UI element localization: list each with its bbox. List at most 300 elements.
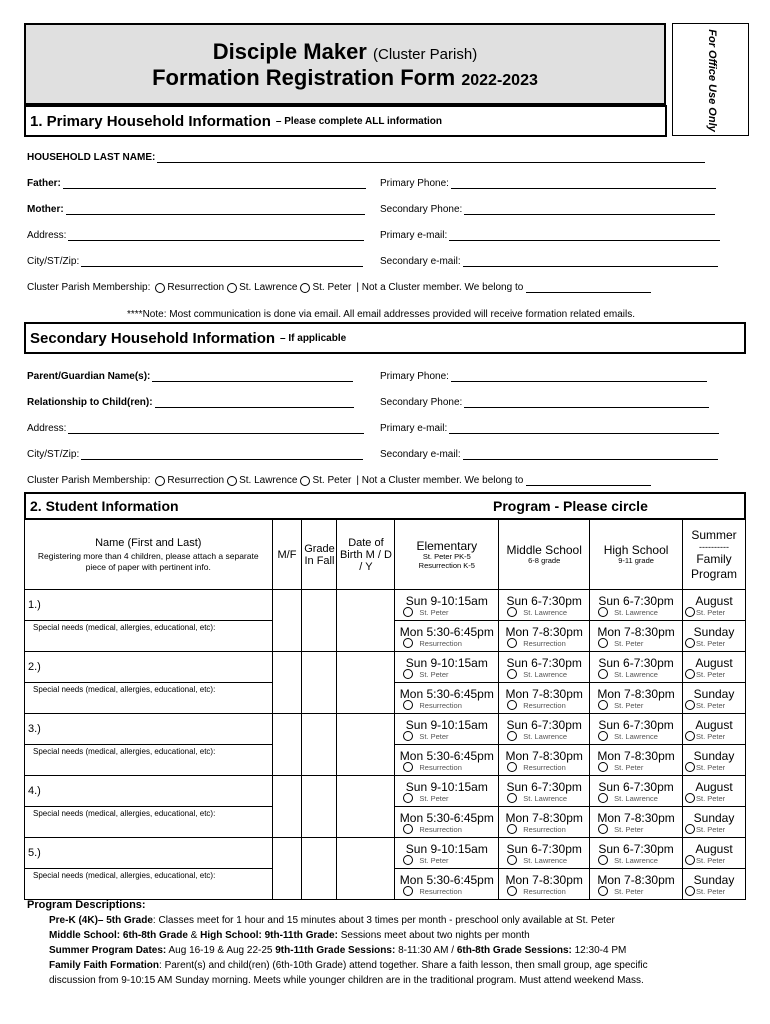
elem-mon-option[interactable] <box>395 807 499 838</box>
elem-sun-time: Sun 9-10:15am <box>405 655 488 670</box>
city-field[interactable] <box>27 256 363 267</box>
elem-mon-option[interactable] <box>395 869 499 900</box>
desc-hs-bold: High School: 9th-11th Grade: <box>200 930 338 941</box>
student-row <box>25 590 746 621</box>
sec-st-lawrence-radio[interactable] <box>227 476 237 486</box>
father-label: Father: <box>27 178 61 189</box>
hs-mon-option[interactable] <box>590 621 683 652</box>
summer-aug-radio[interactable] <box>685 855 695 865</box>
relationship-label: Relationship to Child(ren): <box>27 397 153 408</box>
student-mf-cell[interactable] <box>272 838 302 900</box>
summer-col-header <box>683 520 746 590</box>
elem-sun-location: St. Peter <box>419 793 449 803</box>
st-lawrence-option: St. Lawrence <box>239 282 298 293</box>
sec-membership-label: Cluster Parish Membership: <box>27 475 151 486</box>
ms-sun-option[interactable] <box>499 776 590 807</box>
summer-sun-label: Sunday <box>693 872 735 887</box>
summer-sun-location: St. Peter <box>696 824 726 834</box>
hs-sun-option[interactable] <box>590 714 683 745</box>
ms-mon-time: Mon 7-8:30pm <box>505 686 583 701</box>
secondary-phone-input[interactable] <box>464 206 715 215</box>
program-heading-text: Program - Please circle <box>493 498 648 514</box>
special-needs-cell[interactable] <box>25 683 273 714</box>
summer-sun-option[interactable] <box>683 807 746 838</box>
ms-sun-location: St. Lawrence <box>523 855 568 865</box>
summer-aug-location: St. Peter <box>696 669 726 679</box>
other-parish-input[interactable] <box>526 284 651 293</box>
grade-col-header: Grade In Fall <box>302 520 337 590</box>
hs-sun-location: St. Lawrence <box>614 793 658 803</box>
ms-mon-option[interactable] <box>499 621 590 652</box>
hs-mon-location: St. Peter <box>614 824 644 834</box>
hs-mon-radio[interactable] <box>598 638 608 648</box>
student-row-number: 3.) <box>28 723 41 735</box>
summer-sun-radio[interactable] <box>685 762 695 772</box>
summer-sun-radio[interactable] <box>685 824 695 834</box>
sec-primary-phone-field[interactable] <box>380 371 707 382</box>
elem-sun-radio[interactable] <box>403 855 413 865</box>
elementary-col-header <box>395 520 499 590</box>
hs-mon-time: Mon 7-8:30pm <box>597 748 675 763</box>
summer-sun-option[interactable] <box>683 745 746 776</box>
elem-sun-time: Sun 9-10:15am <box>405 841 488 856</box>
summer-sun-radio[interactable] <box>685 638 695 648</box>
secondary-section-heading <box>24 322 746 354</box>
desc-line-family-cont: discussion from 9-10:15 AM Sunday morning. Meets while younger children are in the traditional program. Must attend weekend Mass. <box>49 975 644 986</box>
student-dob-cell[interactable] <box>337 652 395 714</box>
hs-mon-option[interactable] <box>590 869 683 900</box>
sec-st-lawrence-option: St. Lawrence <box>239 475 298 486</box>
ms-sun-time: Sun 6-7:30pm <box>506 841 582 856</box>
elem-sun-option[interactable] <box>395 714 499 745</box>
elem-mon-time: Mon 5:30-6:45pm <box>399 872 494 887</box>
elem-mon-radio[interactable] <box>403 700 413 710</box>
st-peter-option: St. Peter <box>312 282 352 293</box>
summer-aug-radio[interactable] <box>685 669 695 679</box>
student-grade-cell[interactable] <box>302 776 337 838</box>
elem-mon-option[interactable] <box>395 683 499 714</box>
sec-city-field[interactable] <box>27 449 363 460</box>
summer-aug-label: August <box>695 779 733 794</box>
summer-aug-label: August <box>695 717 733 732</box>
summer-sun-label: Sunday <box>693 686 735 701</box>
summer-aug-radio[interactable] <box>685 607 695 617</box>
ms-mon-option[interactable] <box>499 745 590 776</box>
st-peter-radio[interactable] <box>300 283 310 293</box>
mother-label: Mother: <box>27 204 64 215</box>
st-lawrence-radio[interactable] <box>227 283 237 293</box>
special-needs-label: Special needs (medical, allergies, educational, etc): <box>33 809 216 818</box>
descriptions-heading: Program Descriptions: <box>27 899 146 911</box>
descriptions-body <box>27 913 747 988</box>
hs-sun-radio[interactable] <box>598 793 608 803</box>
hs-sun-location: St. Lawrence <box>614 855 658 865</box>
membership-field <box>27 282 651 293</box>
summer-aug-label: August <box>695 593 733 608</box>
summer-sun-radio[interactable] <box>685 700 695 710</box>
primary-section-heading <box>24 105 667 137</box>
ms-mon-time: Mon 7-8:30pm <box>505 748 583 763</box>
ms-sun-option[interactable] <box>499 590 590 621</box>
ms-mon-location: Resurrection <box>523 886 566 896</box>
student-table <box>24 519 746 900</box>
title-paren: (Cluster Parish) <box>373 46 478 63</box>
address-field[interactable] <box>27 230 364 241</box>
elem-sun-option[interactable] <box>395 652 499 683</box>
student-name-cell[interactable] <box>25 714 273 745</box>
elem-sun-radio[interactable] <box>403 793 413 803</box>
sec-resurrection-radio[interactable] <box>155 476 165 486</box>
relationship-input[interactable] <box>155 399 354 408</box>
student-name-cell[interactable] <box>25 652 273 683</box>
student-row-number: 4.) <box>28 785 41 797</box>
hs-mon-time: Mon 7-8:30pm <box>597 624 675 639</box>
elem-mon-location: Resurrection <box>419 824 462 834</box>
summer-sun-label: Sunday <box>693 748 735 763</box>
household-last-name-input[interactable] <box>157 154 705 163</box>
membership-label: Cluster Parish Membership: <box>27 282 151 293</box>
secondary-email-field[interactable] <box>380 256 718 267</box>
summer-label: Summer <box>691 527 737 542</box>
elem-sun-location: St. Peter <box>419 855 449 865</box>
form-title-box <box>24 23 666 105</box>
hs-sun-radio[interactable] <box>598 855 608 865</box>
elem-mon-option[interactable] <box>395 621 499 652</box>
desc-ms-sessions-time: 12:30-4 PM <box>571 945 627 956</box>
desc-ms-bold: Middle School: 6th-8th Grade <box>49 930 188 941</box>
household-last-name-field[interactable] <box>27 152 705 163</box>
primary-phone-label: Primary Phone: <box>380 178 449 189</box>
elem-sun-time: Sun 9-10:15am <box>405 717 488 732</box>
ms-mon-radio[interactable] <box>507 886 517 896</box>
elem-sun-time: Sun 9-10:15am <box>405 779 488 794</box>
summer-aug-location: St. Peter <box>696 731 726 741</box>
elem-mon-time: Mon 5:30-6:45pm <box>399 748 494 763</box>
elem-sun-radio[interactable] <box>403 731 413 741</box>
ms-mon-option[interactable] <box>499 683 590 714</box>
program-descriptions <box>27 898 747 988</box>
elem-mon-option[interactable] <box>395 745 499 776</box>
student-dob-cell[interactable] <box>337 776 395 838</box>
student-dob-cell[interactable] <box>337 838 395 900</box>
student-mf-cell[interactable] <box>272 776 302 838</box>
ms-sun-location: St. Lawrence <box>523 731 568 741</box>
special-needs-cell[interactable] <box>25 869 273 900</box>
hs-mon-location: St. Peter <box>614 638 644 648</box>
ms-sun-option[interactable] <box>499 652 590 683</box>
ms-mon-option[interactable] <box>499 869 590 900</box>
ms-mon-radio[interactable] <box>507 700 517 710</box>
sec-secondary-phone-field[interactable] <box>380 397 709 408</box>
hs-mon-location: St. Peter <box>614 886 644 896</box>
primary-email-label: Primary e-mail: <box>380 230 448 241</box>
sec-primary-email-input[interactable] <box>449 425 719 434</box>
elem-mon-radio[interactable] <box>403 886 413 896</box>
hs-mon-time: Mon 7-8:30pm <box>597 686 675 701</box>
elementary-note1: St. Peter PK-5 <box>422 551 471 561</box>
sec-address-field[interactable] <box>27 423 364 434</box>
sec-not-member-label: | Not a Cluster member. We belong to <box>356 475 524 486</box>
summer-sun-option[interactable] <box>683 869 746 900</box>
sec-secondary-phone-label: Secondary Phone: <box>380 397 463 408</box>
desc-ms-hs-text: Sessions meet about two nights per month <box>337 930 530 941</box>
summer-aug-option[interactable] <box>683 776 746 807</box>
special-needs-cell[interactable] <box>25 621 273 652</box>
summer-aug-location: St. Peter <box>696 793 726 803</box>
dob-col-header: Date of Birth M / D / Y <box>337 520 395 590</box>
student-grade-cell[interactable] <box>302 652 337 714</box>
ms-sun-time: Sun 6-7:30pm <box>506 717 582 732</box>
name-col-header <box>25 520 273 590</box>
ms-mon-time: Mon 7-8:30pm <box>505 624 583 639</box>
desc-prek-bold: Pre-K (4K)– 5th Grade <box>49 915 153 926</box>
secondary-phone-label: Secondary Phone: <box>380 204 463 215</box>
secondary-heading-text: Secondary Household Information <box>30 329 276 347</box>
desc-prek-text: : Classes meet for 1 hour and 15 minutes about 3 times per month - preschool only available at St. Peter <box>152 915 615 926</box>
resurrection-radio[interactable] <box>155 283 165 293</box>
hs-mon-option[interactable] <box>590 683 683 714</box>
title-main: Disciple Maker <box>212 39 367 64</box>
desc-line-family <box>49 958 747 973</box>
household-last-name-label: HOUSEHOLD LAST NAME: <box>27 152 156 163</box>
relationship-field[interactable] <box>27 397 354 408</box>
desc-amp: & <box>187 930 201 941</box>
resurrection-option: Resurrection <box>167 282 225 293</box>
sec-city-label: City/ST/Zip: <box>27 449 80 460</box>
ms-sun-option[interactable] <box>499 714 590 745</box>
title-year: 2022-2023 <box>461 72 538 89</box>
ms-mon-radio[interactable] <box>507 824 517 834</box>
sec-other-parish-input[interactable] <box>526 477 651 486</box>
summer-aug-label: August <box>695 655 733 670</box>
middle-school-note: 6-8 grade <box>528 556 561 565</box>
summer-aug-radio[interactable] <box>685 731 695 741</box>
summer-sun-location: St. Peter <box>696 700 726 710</box>
elementary-note2: Resurrection K-5 <box>418 560 475 570</box>
father-input[interactable] <box>63 180 366 189</box>
sec-st-peter-radio[interactable] <box>300 476 310 486</box>
hs-sun-radio[interactable] <box>598 731 608 741</box>
special-needs-label: Special needs (medical, allergies, educational, etc): <box>33 871 216 880</box>
student-grade-cell[interactable] <box>302 838 337 900</box>
elem-mon-time: Mon 5:30-6:45pm <box>399 686 494 701</box>
hs-sun-time: Sun 6-7:30pm <box>598 655 674 670</box>
hs-sun-location: St. Lawrence <box>614 607 658 617</box>
elem-mon-radio[interactable] <box>403 638 413 648</box>
secondary-phone-field[interactable] <box>380 204 715 215</box>
primary-phone-field[interactable] <box>380 178 716 189</box>
hs-sun-location: St. Lawrence <box>614 731 658 741</box>
summer-aug-option[interactable] <box>683 714 746 745</box>
ms-sun-time: Sun 6-7:30pm <box>506 593 582 608</box>
summer-aug-location: St. Peter <box>696 855 726 865</box>
sec-resurrection-option: Resurrection <box>167 475 225 486</box>
office-use-box <box>672 23 749 136</box>
desc-summer-bold: Summer Program Dates: <box>49 945 167 956</box>
ms-mon-option[interactable] <box>499 807 590 838</box>
form-title-line1 <box>26 39 664 65</box>
hs-mon-radio[interactable] <box>598 700 608 710</box>
summer-sun-radio[interactable] <box>685 886 695 896</box>
desc-line-prek <box>49 913 747 928</box>
guardian-input[interactable] <box>152 373 353 382</box>
secondary-email-label: Secondary e-mail: <box>380 256 461 267</box>
desc-family-text: : Parent(s) and child(ren) (6th-10th Grade) attend together. Share a faith lesson, then small group, age specific <box>159 960 648 971</box>
ms-mon-location: Resurrection <box>523 824 566 834</box>
student-name-cell[interactable] <box>25 776 273 807</box>
hs-sun-option[interactable] <box>590 838 683 869</box>
ms-mon-time: Mon 7-8:30pm <box>505 872 583 887</box>
sec-city-input[interactable] <box>81 451 363 460</box>
hs-sun-radio[interactable] <box>598 607 608 617</box>
ms-sun-radio[interactable] <box>507 731 517 741</box>
elem-sun-option[interactable] <box>395 776 499 807</box>
form-title-line2 <box>26 65 664 91</box>
elem-mon-radio[interactable] <box>403 762 413 772</box>
elem-sun-location: St. Peter <box>419 607 449 617</box>
ms-sun-radio[interactable] <box>507 855 517 865</box>
hs-mon-time: Mon 7-8:30pm <box>597 810 675 825</box>
title-line2: Formation Registration Form <box>152 65 456 90</box>
summer-aug-location: St. Peter <box>696 607 726 617</box>
student-row-number: 2.) <box>28 661 41 673</box>
summer-aug-option[interactable] <box>683 590 746 621</box>
sec-secondary-email-input[interactable] <box>463 451 718 460</box>
not-member-label: | Not a Cluster member. We belong to <box>356 282 524 293</box>
student-grade-cell[interactable] <box>302 590 337 652</box>
mother-field[interactable] <box>27 204 365 215</box>
father-field[interactable] <box>27 178 366 189</box>
desc-family-bold: Family Faith Formation <box>49 960 160 971</box>
summer-divider: ---------- <box>699 541 729 552</box>
ms-mon-radio[interactable] <box>507 762 517 772</box>
ms-mon-time: Mon 7-8:30pm <box>505 810 583 825</box>
special-needs-cell[interactable] <box>25 807 273 838</box>
city-label: City/ST/Zip: <box>27 256 80 267</box>
sec-address-input[interactable] <box>68 425 364 434</box>
elem-mon-time: Mon 5:30-6:45pm <box>399 810 494 825</box>
summer-family-label: Family Program <box>690 551 737 581</box>
student-heading-text: 2. Student Information <box>30 498 179 514</box>
hs-mon-radio[interactable] <box>598 824 608 834</box>
hs-sun-option[interactable] <box>590 776 683 807</box>
hs-sun-time: Sun 6-7:30pm <box>598 779 674 794</box>
name-col-note: Registering more than 4 children, please attach a separate piece of paper with pertinent info. <box>37 550 259 572</box>
office-use-label: For Office Use Only <box>706 29 718 132</box>
hs-mon-option[interactable] <box>590 807 683 838</box>
student-mf-cell[interactable] <box>272 714 302 776</box>
student-dob-cell[interactable] <box>337 590 395 652</box>
hs-mon-location: St. Peter <box>614 700 644 710</box>
summer-aug-radio[interactable] <box>685 793 695 803</box>
sec-primary-phone-input[interactable] <box>451 373 707 382</box>
sec-primary-phone-label: Primary Phone: <box>380 371 449 382</box>
ms-sun-location: St. Lawrence <box>523 669 568 679</box>
ms-sun-radio[interactable] <box>507 669 517 679</box>
student-mf-cell[interactable] <box>272 652 302 714</box>
student-name-cell[interactable] <box>25 838 273 869</box>
student-row-number: 1.) <box>28 599 41 611</box>
ms-sun-radio[interactable] <box>507 793 517 803</box>
address-input[interactable] <box>68 232 364 241</box>
sec-secondary-phone-input[interactable] <box>464 399 709 408</box>
summer-aug-option[interactable] <box>683 838 746 869</box>
elem-sun-radio[interactable] <box>403 669 413 679</box>
primary-phone-input[interactable] <box>451 180 716 189</box>
name-col-label: Name (First and Last) <box>95 536 202 549</box>
elem-sun-radio[interactable] <box>403 607 413 617</box>
student-row <box>25 652 746 683</box>
sec-secondary-email-field[interactable] <box>380 449 718 460</box>
elem-sun-location: St. Peter <box>419 731 449 741</box>
sec-secondary-email-label: Secondary e-mail: <box>380 449 461 460</box>
city-input[interactable] <box>81 258 363 267</box>
secondary-email-input[interactable] <box>463 258 718 267</box>
high-school-note: 9-11 grade <box>618 556 654 565</box>
summer-aug-label: August <box>695 841 733 856</box>
ms-sun-time: Sun 6-7:30pm <box>506 779 582 794</box>
elem-sun-option[interactable] <box>395 838 499 869</box>
mf-col-header: M/F <box>272 520 302 590</box>
primary-subheading-text: – Please complete ALL information <box>275 115 443 127</box>
summer-sun-label: Sunday <box>693 810 735 825</box>
sec-st-peter-option: St. Peter <box>312 475 352 486</box>
student-name-cell[interactable] <box>25 590 273 621</box>
hs-mon-option[interactable] <box>590 745 683 776</box>
ms-sun-location: St. Lawrence <box>523 607 568 617</box>
primary-email-input[interactable] <box>449 232 720 241</box>
hs-sun-radio[interactable] <box>598 669 608 679</box>
summer-aug-option[interactable] <box>683 652 746 683</box>
summer-sun-option[interactable] <box>683 683 746 714</box>
hs-sun-option[interactable] <box>590 652 683 683</box>
summer-sun-option[interactable] <box>683 621 746 652</box>
elem-mon-time: Mon 5:30-6:45pm <box>399 624 494 639</box>
primary-email-field[interactable] <box>380 230 720 241</box>
student-row-number: 5.) <box>28 847 41 859</box>
special-needs-label: Special needs (medical, allergies, educational, etc): <box>33 623 216 632</box>
email-note: ****Note: Most communication is done via email. All email addresses provided will receive formation related emails. <box>127 309 636 320</box>
hs-mon-radio[interactable] <box>598 762 608 772</box>
ms-mon-radio[interactable] <box>507 638 517 648</box>
hs-mon-location: St. Peter <box>614 762 644 772</box>
guardian-label: Parent/Guardian Name(s): <box>27 371 151 382</box>
sec-membership-field <box>27 475 651 486</box>
ms-sun-option[interactable] <box>499 838 590 869</box>
student-section-heading <box>24 492 746 520</box>
student-grade-cell[interactable] <box>302 714 337 776</box>
hs-sun-option[interactable] <box>590 590 683 621</box>
student-dob-cell[interactable] <box>337 714 395 776</box>
student-row <box>25 776 746 807</box>
hs-mon-radio[interactable] <box>598 886 608 896</box>
elem-sun-time: Sun 9-10:15am <box>405 593 488 608</box>
elem-sun-option[interactable] <box>395 590 499 621</box>
summer-sun-location: St. Peter <box>696 886 726 896</box>
guardian-field[interactable] <box>27 371 353 382</box>
high-school-col-header <box>590 520 683 590</box>
mother-input[interactable] <box>66 206 365 215</box>
student-mf-cell[interactable] <box>272 590 302 652</box>
elem-mon-radio[interactable] <box>403 824 413 834</box>
elem-mon-location: Resurrection <box>419 762 462 772</box>
hs-sun-time: Sun 6-7:30pm <box>598 841 674 856</box>
sec-primary-email-label: Primary e-mail: <box>380 423 448 434</box>
special-needs-label: Special needs (medical, allergies, educational, etc): <box>33 747 216 756</box>
sec-primary-email-field[interactable] <box>380 423 719 434</box>
special-needs-cell[interactable] <box>25 745 273 776</box>
ms-sun-radio[interactable] <box>507 607 517 617</box>
